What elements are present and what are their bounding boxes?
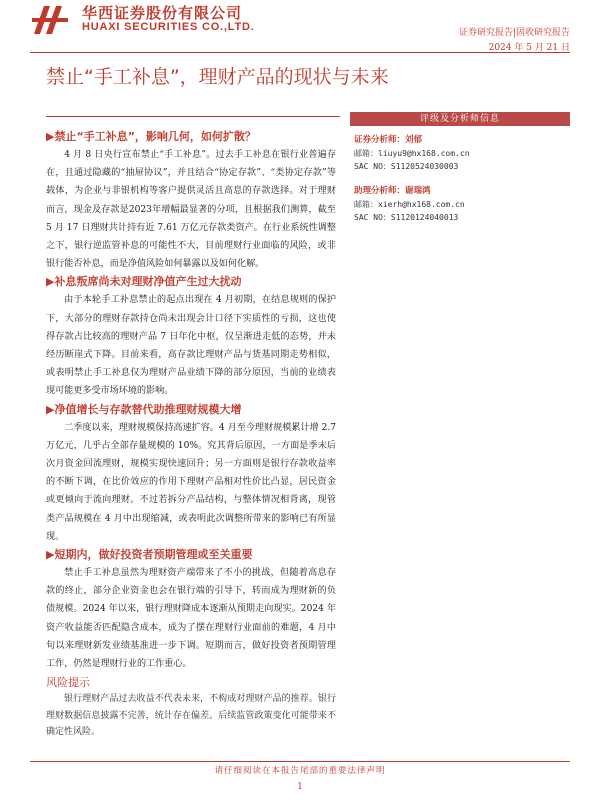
page-title: 禁止“手工补息”，理财产品的现状与未来	[46, 66, 389, 88]
analyst-sidebar	[350, 112, 570, 224]
huaxi-logo-icon	[30, 4, 70, 36]
section-heading: ▶净值增长与存款替代助推理财规模大增	[46, 402, 242, 416]
analyst-email[interactable]: 邮箱：liuyu9@hx168.com.cn	[354, 149, 470, 158]
section-paragraph: 由于本轮手工补息禁止的起点出现在 4 月初期，在结息规则的保护下，大部分的理财存款持仓尚未出现会计口径下实质性的亏损，这也使得存款占比较高的理财产品 7 日年化中枢，仅呈渐进走低的态势，并未经历断崖式下降。目前来看，高存款比理财产品与货基同期走势相似，或表明禁止手工补息仅为理财产品业绩下降的部分原因，当前的业绩表现可能更多受市场环境的影响。	[46, 295, 336, 397]
section-heading: ▶短期内，做好投资者预期管理或至关重要	[46, 548, 253, 562]
section-paragraph: 禁止手工补息虽然为理财资产端带来了不小的挑战，但随着高息存款的终止，部分企业资金也会在银行端的引导下，转而成为理财新的负债规模。2024 年以来，银行理财降成本逐渐从预期走向现实。2024 年资产收益能否匹配隐含成本，成为了摆在理财行业面前的难题，4 月中旬以来理财新发业绩基准进一步下调。短期而言，做好投资者预期管理工作，仍然是理财行业的工作重心。	[46, 568, 336, 670]
analyst-role: 证券分析师：刘郁	[354, 135, 423, 145]
report-type: 证券研究报告|固收研究报告	[458, 28, 570, 38]
analyst-sac: SAC NO：S1120524030003	[354, 162, 459, 171]
company-name-en: HUAXI SECURITIES CO.,LTD.	[82, 21, 255, 33]
analyst-card	[350, 185, 570, 224]
risk-heading: 风险提示	[46, 676, 90, 690]
sidebar-heading: 评级及分析师信息	[350, 112, 570, 126]
risk-text: 银行理财产品过去收益不代表未来，不构成对理财产品的推荐。银行理财数据信息披露不完善，统计存在偏差。后续监管政策变化可能带来不确定性风险。	[46, 694, 336, 738]
analyst-card	[350, 134, 570, 173]
analyst-email[interactable]: 邮箱：xierh@hx168.com.cn	[354, 200, 465, 209]
company-name-cn: 华西证券股份有限公司	[82, 4, 243, 22]
title-divider	[46, 116, 340, 117]
footer-disclaimer: 请仔细阅读在本报告尾部的重要法律声明	[214, 766, 386, 776]
section-heading: ▶补息叛席尚未对理财净值产生过大扰动	[46, 275, 242, 289]
section-paragraph: 二季度以来，理财规模保持高速扩容。4 月至今理财规模累计增 2.7 万亿元，几乎占全部存量规模的 10%。究其背后原因，一方面是季末后次月资金回流理财，规模实现快速回升；另一方面则是银行存款收益率的不断下调，在比价效应的作用下理财产品相对性价比凸显，居民资金或更倾向于流向理财。不过若拆分产品结构，与整体情况相背离，现管类产品规模在 4 月中出现缩减，或表明此次调整所带来的影响已有所显现。	[46, 422, 336, 542]
header-divider	[30, 52, 570, 53]
analyst-sac: SAC NO：S1120124040013	[354, 213, 459, 222]
section-heading: ▶禁止“手工补息”，影响几何，如何扩散？	[46, 130, 256, 143]
page-number: 1	[297, 782, 303, 792]
report-date: 2024 年 5 月 21 日	[488, 43, 570, 53]
main-content	[46, 128, 336, 741]
analyst-role: 助理分析师：谢瑞鸿	[354, 186, 431, 196]
footer-divider	[30, 761, 570, 762]
section-paragraph: 4 月 8 日央行宣布禁止“手工补息”。过去手工补息在银行业普遍存在，且通过隐藏的“抽屉协议”，并且结合“协定存款”、“类协定存款”等载体，为企业与非银机构等客户提供灵活且高息的存款选择。对于理财而言，现金及存款是2023年增幅最显著的分项，且根据我们测算，截至 5 月 17 日理财共计持有近 7.61 万亿元存款类资产。在行业系统性调整之下，银行逆监管补息的可能性不大，目前理财行业面临的风险，或非银行能否补息，而是净值风险如何暴露以及如何化解。	[46, 150, 336, 270]
